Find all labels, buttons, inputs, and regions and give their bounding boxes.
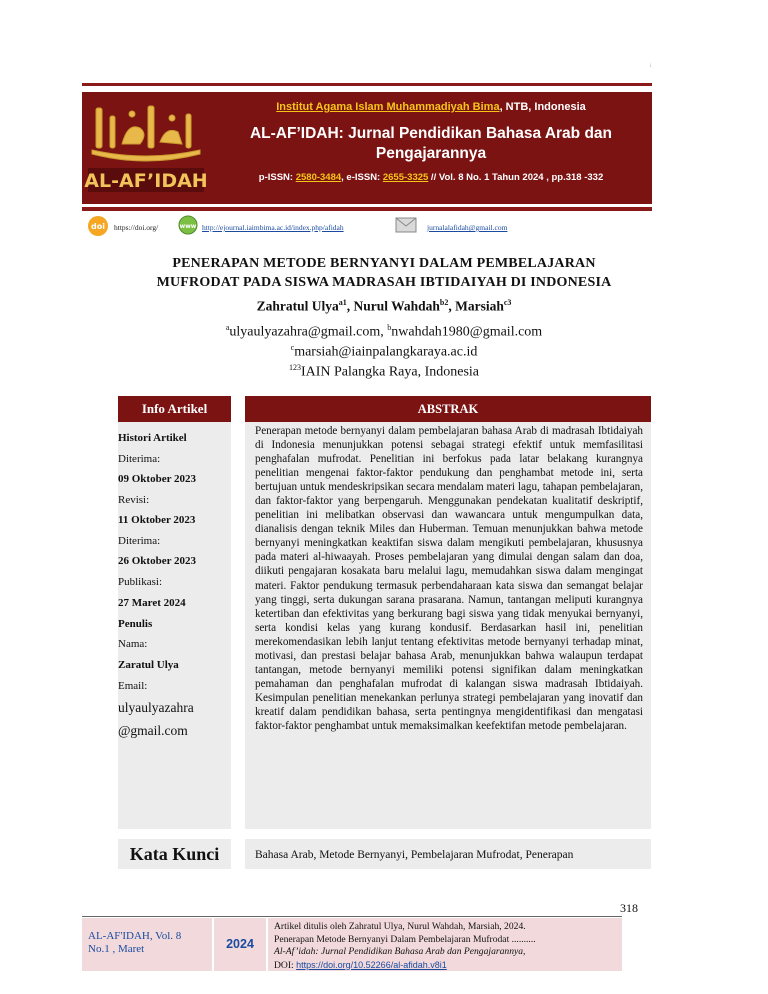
accepted-label: Diterima: — [118, 535, 161, 547]
name-value: Zaratul Ulya — [118, 659, 179, 671]
doi-link[interactable]: https://doi.org/ — [114, 223, 159, 232]
keywords-label: Kata Kunci — [118, 839, 231, 869]
pissn-label: p-ISSN: — [258, 172, 296, 183]
article-title — [82, 254, 686, 292]
email-label: Email: — [118, 680, 148, 692]
name-label: Nama: — [118, 638, 148, 650]
header-bottom-rule — [82, 207, 652, 211]
footer-volume[interactable] — [88, 930, 206, 956]
published-label: Publikasi: — [118, 576, 163, 588]
history-label: Histori Artikel — [118, 432, 187, 444]
footer-volume-line-1: AL-AF'IDAH, Vol. 8 — [88, 930, 182, 942]
affiliation-mark: a — [225, 323, 230, 332]
website-link[interactable]: http://ejournal.iaimbima.ac.id/index.php/afidah — [202, 223, 344, 232]
affiliation-email-2 — [82, 343, 686, 361]
doi-icon-text: doi — [91, 222, 105, 231]
citation-line-1: Artikel ditulis oleh Zahratul Ulya, Nurul Wahdah, Marsiah, 2024. — [274, 921, 526, 932]
journal-header — [82, 92, 652, 204]
envelope-icon — [394, 214, 418, 236]
author-email: ulyaulyazahra@gmail.com, — [229, 324, 388, 340]
affiliation-mark: 123 — [288, 363, 301, 372]
author-affiliation-mark: c3 — [503, 298, 512, 307]
issue-info: // Vol. 8 No. 1 Tahun 2024 , pp.318 -332 — [428, 172, 604, 183]
eissn-label: , e-ISSN: — [341, 172, 383, 183]
published-date: 27 Maret 2024 — [118, 597, 186, 609]
journal-logo-text: AL-AF’IDAH — [84, 170, 208, 192]
footer-citation — [268, 918, 622, 971]
doi-icon — [86, 214, 110, 236]
affiliation-emails — [82, 323, 686, 341]
footer-volume-line-2: No.1 , Maret — [88, 943, 145, 955]
article-title-line-2: MUFRODAT PADA SISWA MADRASAH IBTIDAIYAH DI INDONESIA — [156, 275, 612, 290]
footer-rule — [82, 916, 622, 917]
institution-location: , NTB, Indonesia — [499, 101, 586, 113]
affiliation-mark: b — [387, 323, 392, 332]
eissn-link[interactable]: 2655-3325 — [382, 172, 429, 183]
author-section-label: Penulis — [118, 618, 153, 630]
author-list: Zahratul Ulya$^{a1}$, Nurul Wahdah$^{b2}$, Marsiah$^{c3}$ — [256, 298, 512, 314]
page-number: 318 — [620, 901, 638, 915]
globe-icon — [177, 214, 199, 236]
article-title-line-1: PENERAPAN METODE BERNYANYI DALAM PEMBELAJARAN — [172, 256, 596, 271]
journal-logo-image — [82, 92, 210, 204]
institution-name: IAIN Palangka Raya, Indonesia — [300, 364, 480, 380]
www-icon-text: www — [179, 223, 197, 230]
author-affiliation-mark: b2 — [439, 298, 449, 307]
author-affiliation-mark: a1 — [338, 298, 347, 307]
abstract-heading: ABSTRAK — [245, 396, 651, 422]
email-link[interactable]: jurnalalafidah@gmail.com — [427, 223, 508, 232]
revised-date: 11 Oktober 2023 — [118, 514, 196, 526]
affiliation-institution — [82, 363, 686, 381]
author-name: Zahratul Ulya — [256, 298, 339, 314]
email-value-line-1: ulyaulyazahra — [118, 700, 194, 715]
header-top-rule — [82, 83, 652, 86]
keywords-text: Bahasa Arab, Metode Bernyanyi, Pembelajaran Mufrodat, Penerapan — [245, 839, 651, 869]
received-date: 09 Oktober 2023 — [118, 473, 197, 485]
footer-volume-box — [82, 918, 212, 971]
article-info-panel — [118, 422, 231, 829]
author-name: Marsiah — [455, 298, 504, 314]
citation-doi-link[interactable]: https://doi.org/10.52266/al-afidah.v8i1 — [296, 959, 447, 970]
article-info-heading: Info Artikel — [118, 396, 231, 422]
author-name: Nurul Wahdah — [353, 298, 440, 314]
citation-doi-line — [274, 959, 618, 973]
journal-links-row — [82, 214, 652, 240]
page-mark: i — [650, 64, 652, 69]
citation-line-3: Al-Af’idah: Jurnal Pendidikan Bahasa Arab dan Pengajarannya, — [274, 946, 526, 957]
author-email: nwahdah1980@gmail.com — [391, 324, 543, 340]
author-email: marsiah@iainpalangkaraya.ac.id — [294, 344, 478, 360]
footer-year: 2024 — [214, 918, 266, 971]
affiliation-mark: c — [290, 343, 295, 352]
journal-title: AL-AF’IDAH: Jurnal Pendidikan Bahasa Arab dan Pengajarannya — [249, 125, 612, 162]
abstract-text: Penerapan metode bernyanyi dalam pembelajaran bahasa Arab di madrasah Ibtidaiyah di Indonesia menunjukkan potensi sebagai strategi efektif untuk memfasilitasi penghafalan mufrodat. Penelitian ini berfokus pada latar belakang kurangnya penelitian mengenai faktor-faktor pendukung dan penghambat metode ini, serta bertujuan untuk mendeskripsikan secara mendalam materi lagu, tahapan pembelajaran, dan faktor-faktor yang berpengaruh. Menggunakan pendekatan kualitatif deskriptif, penelitian ini melibatkan observasi dan wawancara untuk mengumpulkan data, dianalisis dengan teknik Miles dan Huberman. Temuan menunjukkan bahwa metode bernyanyi meningkatkan keaktifan siswa dalam mengikuti pembelajaran, khususnya pada materi al-hiwaayah. Proses pembelajaran yang dimulai dengan salam dan doa, diikuti pengajaran kosakata baru melalui lagu, memudahkan siswa dalam mengingat materi. Faktor pendukung termasuk perbendaharaan kata siswa dan semangat belajar yang tinggi, serta dukungan sarana prasarana. Namun, tantangan meliputi kurangnya ketertiban dan efektivitas yang berkurang bagi siswa yang tidak menyukai bernyanyi, serta kondisi kelas yang kurang kondusif. Berdasarkan hasil ini, penelitian merekomendasikan lebih lanjut tentang efektivitas metode bernyanyi terhadap minat, motivasi, dan prestasi belajar bahasa Arab, menunjukkan bahwa walaupun terdapat tantangan, metode bernyanyi memiliki potensi signifikan dalam meningkatkan pemahaman dan penghafalan mufrodat di kalangan siswa madrasah Ibtidaiyah. Kesimpulan penelitian menekankan perlunya strategi pembelajaran yang inovatif dan kreatif dalam pendidikan bahasa, serta pentingnya mengidentifikasi dan mengatasi faktor-faktor penghambat untuk memaksimalkan keefektifan metode pembelajaran. — [245, 422, 651, 829]
journal-logo — [82, 92, 210, 204]
institution-line — [210, 101, 652, 113]
pissn-link[interactable]: 2580-3484 — [295, 172, 342, 183]
revised-label: Revisi: — [118, 494, 150, 506]
issn-line — [210, 172, 652, 183]
email-value-line-2: @gmail.com — [118, 723, 188, 738]
accepted-date: 26 Oktober 2023 — [118, 555, 197, 567]
citation-doi-label: DOI: — [274, 959, 297, 971]
institution-link[interactable]: Institut Agama Islam Muhammadiyah Bima — [276, 101, 500, 113]
received-label: Diterima: — [118, 453, 161, 465]
citation-line-2: Penerapan Metode Bernyanyi Dalam Pembelajaran Mufrodat .......... — [274, 933, 536, 945]
